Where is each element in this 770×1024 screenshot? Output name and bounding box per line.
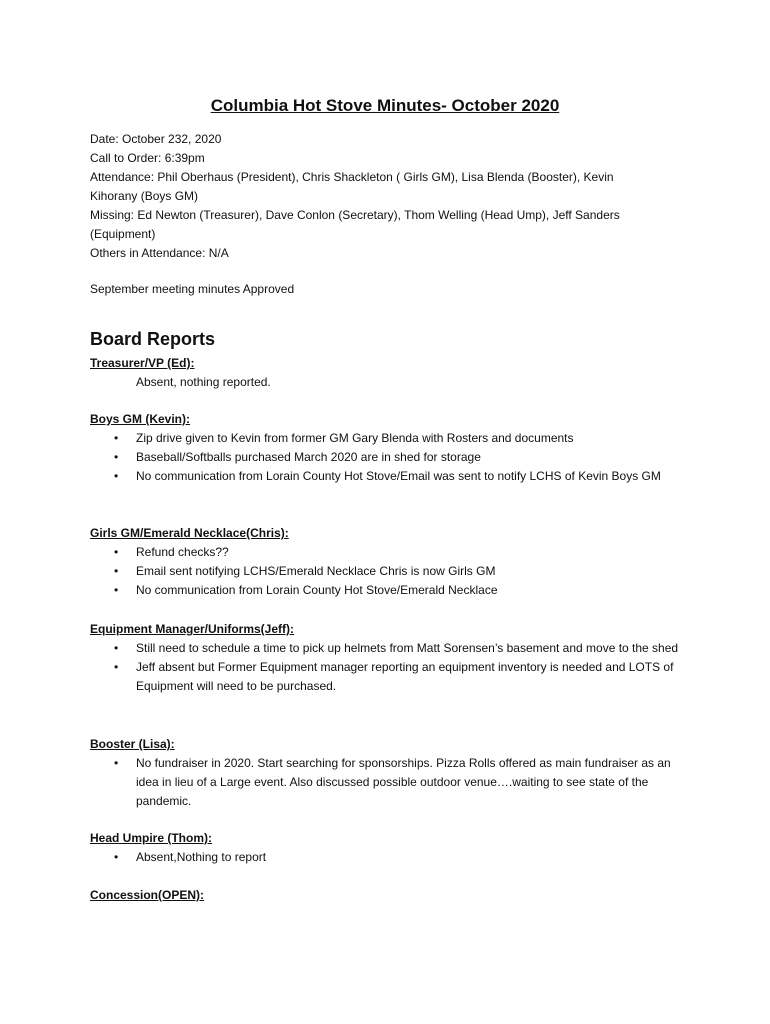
missing: Missing: Ed Newton (Treasurer), Dave Conlon (Secretary), Thom Welling (Head Ump), Jeff Sanders (Equipment) <box>90 208 620 241</box>
attendance: Attendance: Phil Oberhaus (President), Chris Shackleton ( Girls GM), Lisa Blenda (Booster), Kevin Kihorany (Boys GM) <box>90 170 614 203</box>
bullet-icon: • <box>114 641 119 655</box>
list-item: • Jeff absent but Former Equipment manager reporting an equipment inventory is needed and LOTS of Equipment will need to be purchased. <box>114 660 674 693</box>
bullet-icon: • <box>114 756 119 770</box>
call-to-order: Call to Order: 6:39pm <box>90 151 205 165</box>
bullet-icon: • <box>114 583 119 597</box>
bullet-icon: • <box>114 469 119 483</box>
section-head-umpire <box>90 829 680 867</box>
list-item: • Zip drive given to Kevin from former GM Gary Blenda with Rosters and documents <box>90 429 680 448</box>
bullet-icon: • <box>114 850 119 864</box>
section-title: Concession(OPEN): <box>90 888 205 902</box>
list-item: • Absent,Nothing to report <box>90 848 680 867</box>
bullet-list <box>90 429 680 486</box>
bullet-icon: • <box>114 431 119 445</box>
bullet-list <box>90 754 680 811</box>
section-text: Absent, nothing reported. <box>136 375 271 389</box>
bullet-icon: • <box>114 545 119 559</box>
section-girls-gm <box>90 524 680 600</box>
section-booster <box>90 735 680 811</box>
section-equipment <box>90 620 680 696</box>
bullet-list <box>90 639 680 696</box>
document-title: Columbia Hot Stove Minutes- October 2020 <box>210 96 560 115</box>
section-title: Head Umpire (Thom): <box>90 831 213 845</box>
list-item: • No fundraiser in 2020. Start searching for sponsorships. Pizza Rolls offered as main fundraiser as an idea in lieu of a Large event. Also discussed possible outdoor venue….waiting to see state of the pandemic. <box>114 756 671 808</box>
section-treasurer <box>90 354 680 392</box>
list-item: • Refund checks?? <box>90 543 680 562</box>
list-item: • No communication from Lorain County Hot Stove/Emerald Necklace <box>90 581 680 600</box>
meeting-date: Date: October 232, 2020 <box>90 132 222 146</box>
bullet-list <box>90 543 680 600</box>
section-title: Girls GM/Emerald Necklace(Chris): <box>90 526 289 540</box>
section-concession <box>90 886 680 905</box>
section-title: Booster (Lisa): <box>90 737 175 751</box>
list-item: • Email sent notifying LCHS/Emerald Necklace Chris is now Girls GM <box>90 562 680 581</box>
section-title: Treasurer/VP (Ed): <box>90 356 195 370</box>
meeting-header <box>90 130 650 263</box>
minutes-approved: September meeting minutes Approved <box>90 282 295 296</box>
bullet-list <box>90 848 680 867</box>
bullet-icon: • <box>114 564 119 578</box>
bullet-icon: • <box>114 450 119 464</box>
bullet-icon: • <box>114 660 119 674</box>
section-title: Boys GM (Kevin): <box>90 412 191 426</box>
list-item: • No communication from Lorain County Hot Stove/Email was sent to notify LCHS of Kevin Boys GM <box>90 467 680 486</box>
section-boys-gm <box>90 410 680 486</box>
list-item: • Baseball/Softballs purchased March 2020 are in shed for storage <box>90 448 680 467</box>
list-item: • Still need to schedule a time to pick up helmets from Matt Sorensen’s basement and move to the shed <box>90 639 680 658</box>
others-in-attendance: Others in Attendance: N/A <box>90 246 229 260</box>
board-reports-heading: Board Reports <box>90 329 216 349</box>
section-title: Equipment Manager/Uniforms(Jeff): <box>90 622 295 636</box>
